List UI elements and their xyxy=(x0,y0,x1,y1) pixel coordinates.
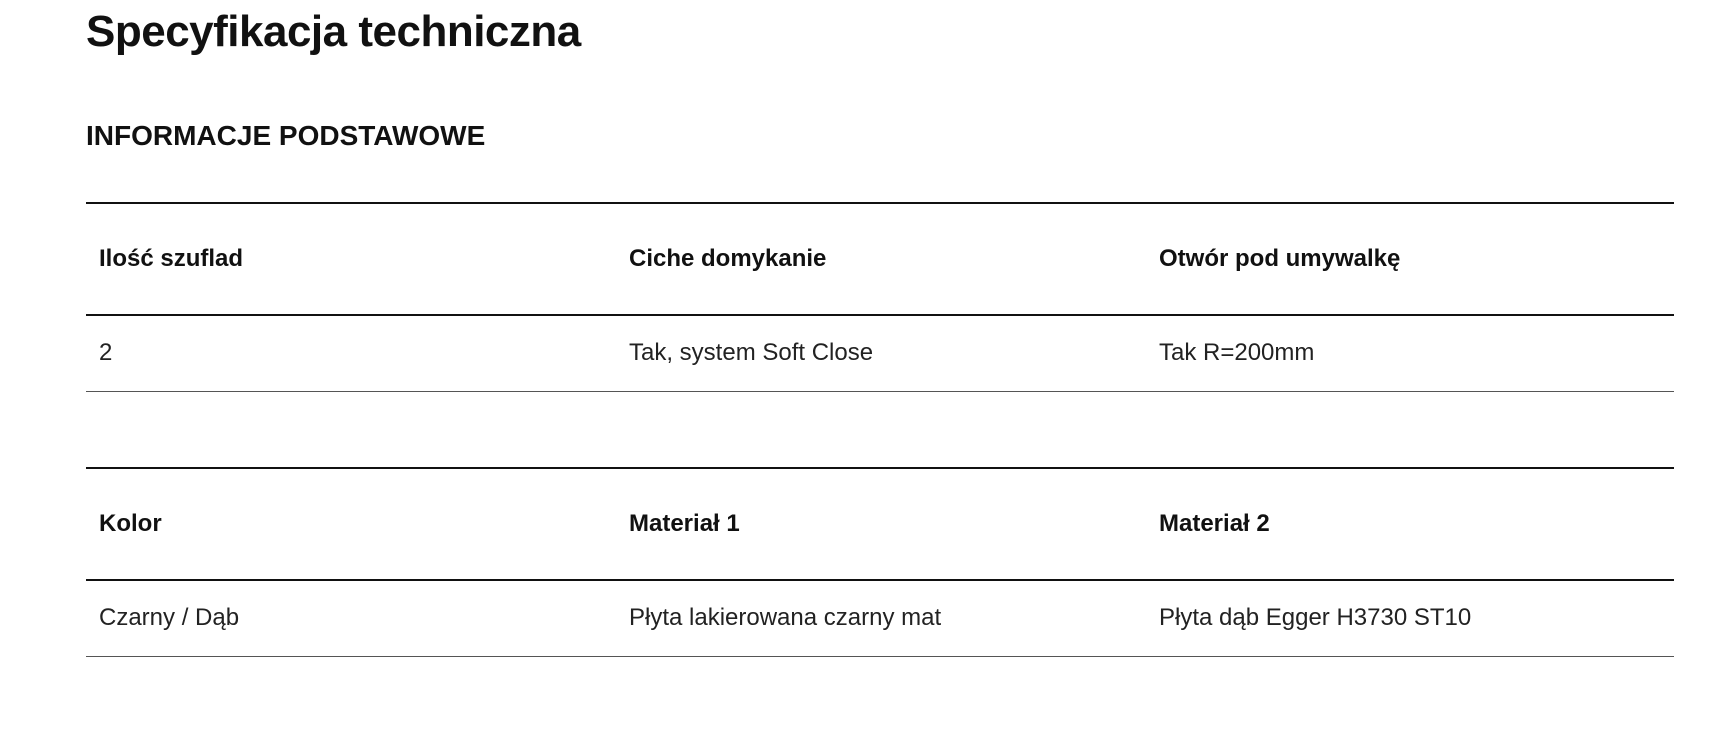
spec-value-color: Czarny / Dąb xyxy=(99,604,240,632)
spec-value-sink-opening: Tak R=200mm xyxy=(1159,339,1315,367)
spec-table-2 xyxy=(86,467,1674,657)
spec-table-value-row xyxy=(86,315,1674,391)
spec-header-color: Kolor xyxy=(99,510,162,537)
spec-header-sink-opening: Otwór pod umywalkę xyxy=(1159,245,1401,272)
spec-table-1 xyxy=(86,202,1674,392)
spec-table-value-row xyxy=(86,580,1674,656)
spec-header-material-2: Materiał 2 xyxy=(1159,510,1270,537)
spec-header-material-1: Materiał 1 xyxy=(629,510,740,537)
spec-header-soft-close: Ciche domykanie xyxy=(629,245,827,272)
spec-header-drawer-count: Ilość szuflad xyxy=(99,245,244,272)
page-title: Specyfikacja techniczna xyxy=(86,7,581,56)
spec-table-header-row xyxy=(86,468,1674,580)
spec-table-header-row xyxy=(86,203,1674,315)
spec-value-material-1: Płyta lakierowana czarny mat xyxy=(629,604,942,632)
section-heading-basic-info: INFORMACJE PODSTAWOWE xyxy=(86,120,486,151)
spec-value-material-2: Płyta dąb Egger H3730 ST10 xyxy=(1159,604,1472,632)
spec-value-soft-close: Tak, system Soft Close xyxy=(629,339,874,367)
spec-value-drawer-count: 2 xyxy=(99,339,113,367)
